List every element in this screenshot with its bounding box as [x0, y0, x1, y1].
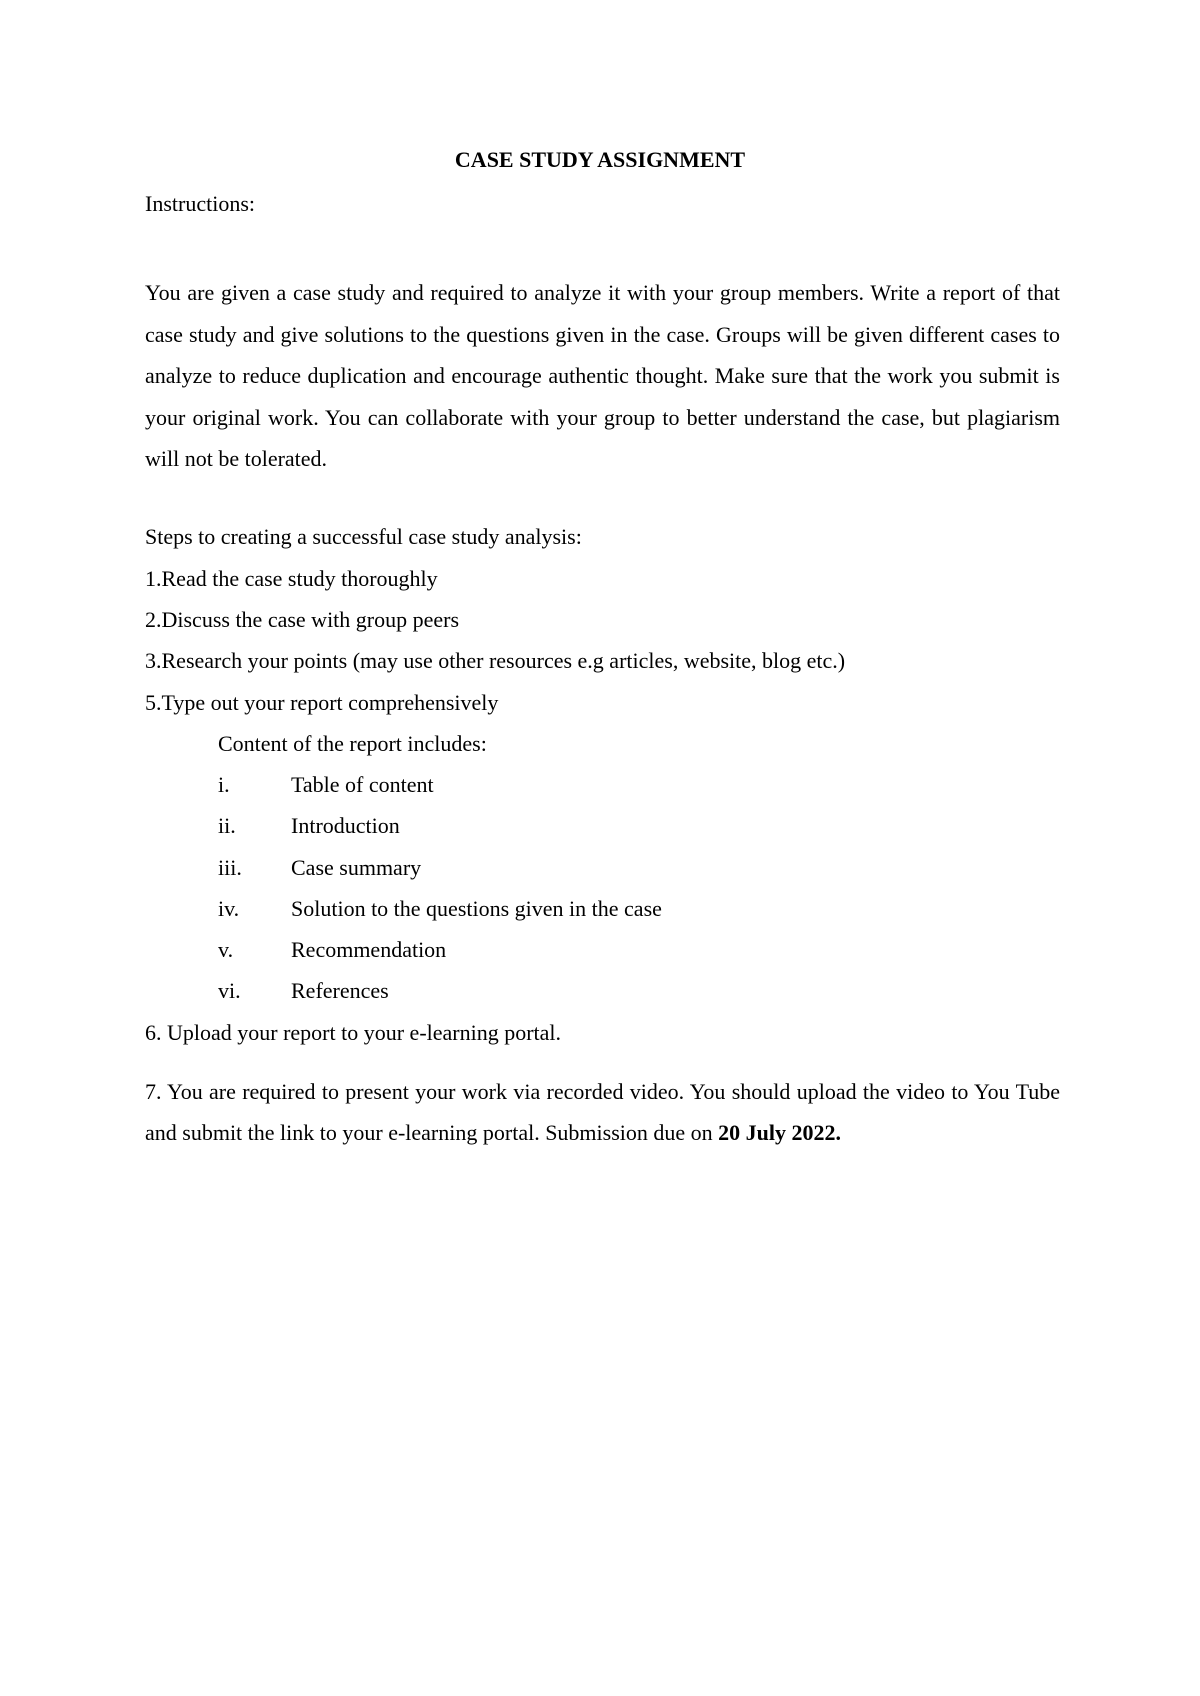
step7-period: . — [835, 1120, 842, 1145]
submission-due-date: 20 July 2022 — [718, 1120, 836, 1145]
step-item: 3.Research your points (may use other resources e.g articles, website, blog etc.) — [145, 648, 846, 673]
content-item-number: iv. — [218, 896, 240, 921]
content-item-text: Recommendation — [291, 937, 447, 962]
step-item: 2.Discuss the case with group peers — [145, 607, 460, 632]
content-item-number: v. — [218, 937, 234, 962]
content-item-text: Table of content — [291, 772, 434, 797]
content-heading: Content of the report includes: — [218, 731, 487, 756]
document-title: CASE STUDY ASSIGNMENT — [454, 147, 746, 172]
content-item-number: i. — [218, 772, 230, 797]
steps-heading: Steps to creating a successful case study analysis: — [145, 524, 582, 549]
step-item: 5.Type out your report comprehensively — [145, 690, 499, 715]
content-item-text: Solution to the questions given in the case — [291, 896, 662, 921]
content-item-number: ii. — [218, 813, 236, 838]
step-item-7 — [145, 1071, 1060, 1153]
content-item-text: Case summary — [291, 855, 422, 880]
step7-text: 7. You are required to present your work via recorded video. You should upload the video to You Tube and submit the link to your e-learning portal. Submission due on — [145, 1079, 1060, 1145]
content-item-text: Introduction — [291, 813, 400, 838]
content-item-text: References — [291, 978, 389, 1003]
step-item: 1.Read the case study thoroughly — [145, 566, 438, 591]
content-item-number: iii. — [218, 855, 242, 880]
instructions-paragraph: You are given a case study and required to analyze it with your group members. Write a report of that case study and give solutions to the questions given in the case. Groups will be given different cases to analyze to reduce duplication and encourage authentic thought. Make sure that the work you submit is your original work. You can collaborate with your group to better understand the case, but plagiarism will not be tolerated. — [145, 280, 1060, 471]
content-item-number: vi. — [218, 978, 241, 1003]
instructions-label: Instructions: — [145, 191, 255, 216]
step-item-6: 6. Upload your report to your e-learning portal. — [145, 1020, 562, 1045]
